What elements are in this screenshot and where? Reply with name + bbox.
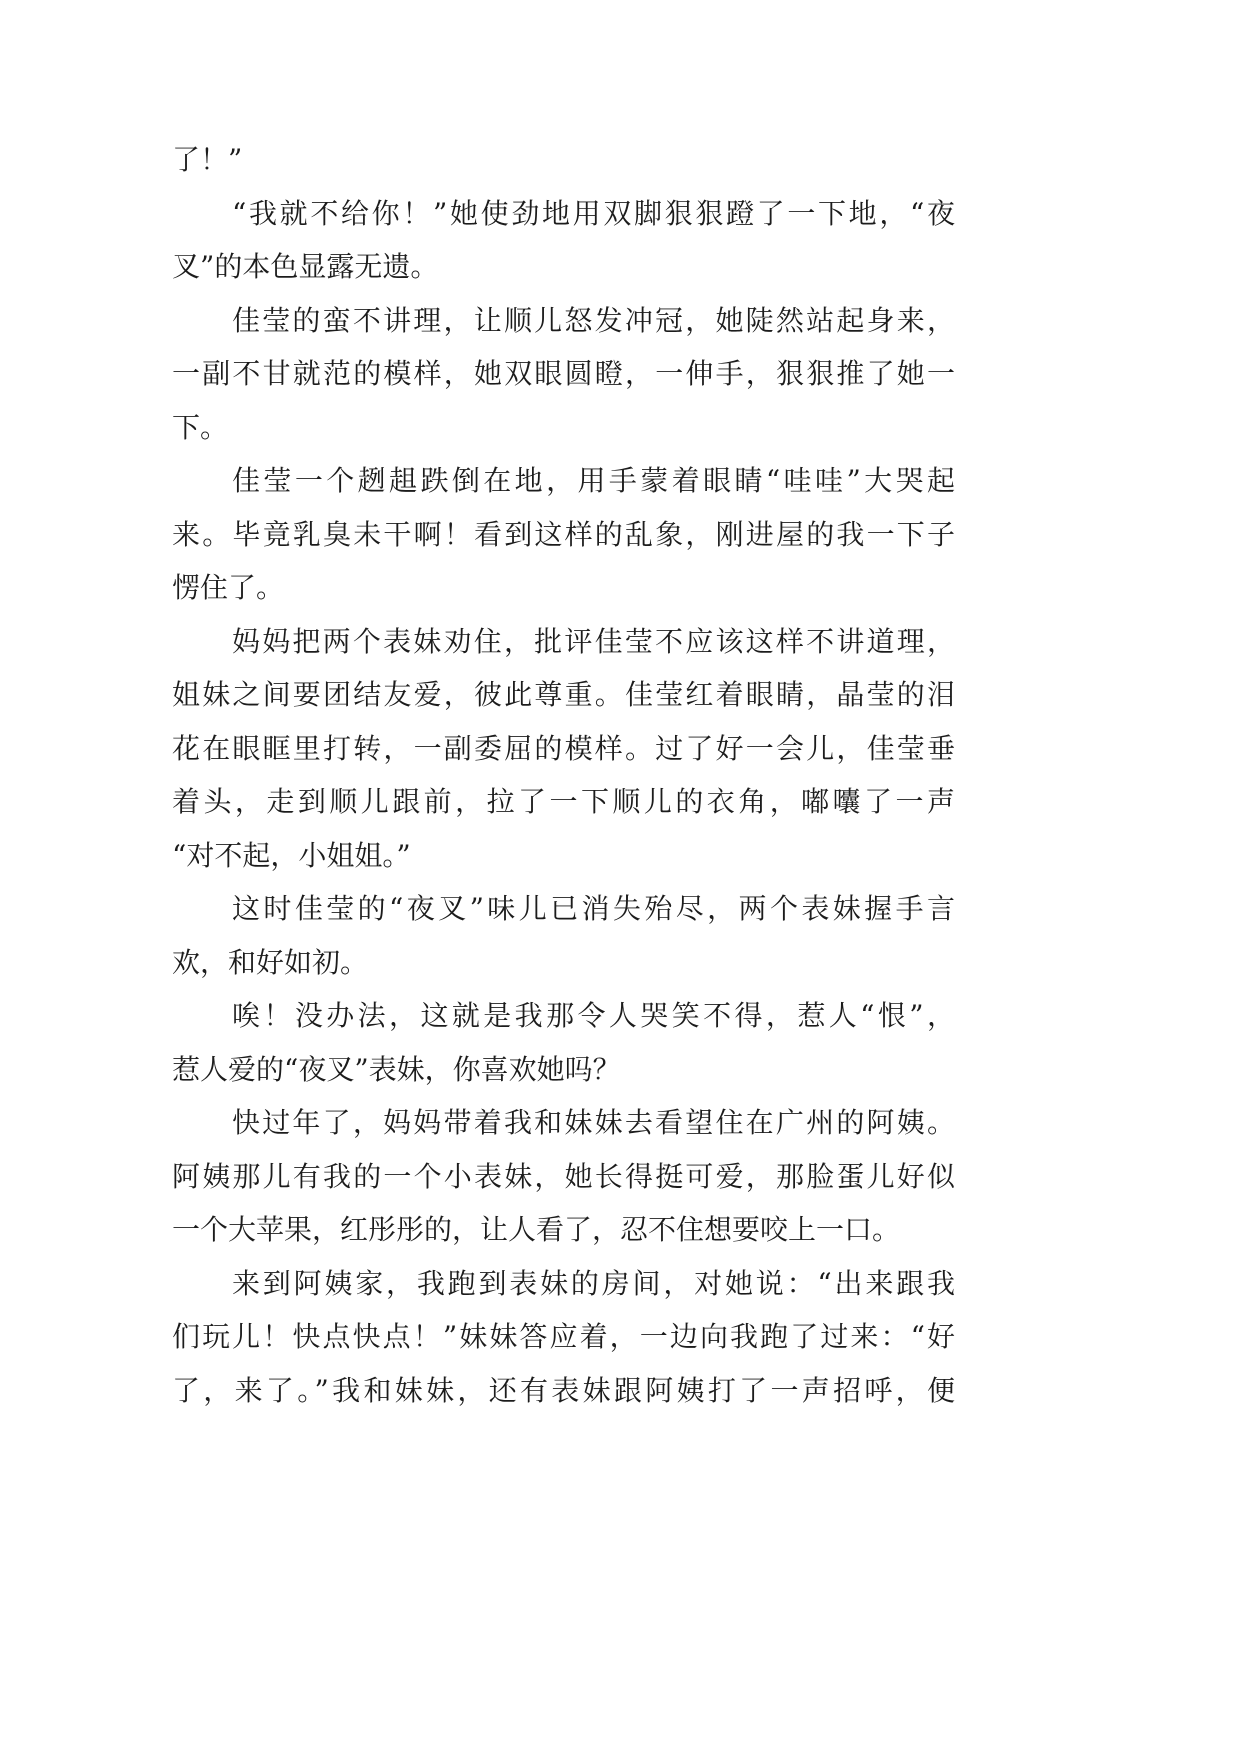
text-line: 了！” (172, 143, 243, 176)
text-line: 了，来了。”我和妹妹，还有表妹跟阿姨打了一声招呼，便 (172, 1373, 955, 1407)
paragraph (172, 882, 955, 989)
paragraph (172, 454, 955, 615)
paragraph-continues (172, 1257, 955, 1418)
text-line: 来到阿姨家，我跑到表妹的房间，对她说：“出来跟我 (232, 1266, 955, 1300)
text-line: 快过年了，妈妈带着我和妹妹去看望住在广州的阿姨。 (232, 1106, 955, 1139)
text-line: 愣住了。 (172, 571, 285, 604)
paragraph (172, 989, 955, 1096)
text-line: 下。 (172, 410, 229, 444)
text-line: 惹人爱的“夜叉”表妹，你喜欢她吗？ (172, 1052, 621, 1086)
paragraph (172, 615, 955, 883)
text-line: 姐妹之间要团结友爱，彼此尊重。佳莹红着眼睛，晶莹的泪 (172, 678, 955, 711)
text-line: 一副不甘就范的模样，她双眼圆瞪，一伸手，狠狠推了她一 (172, 357, 955, 390)
text-line: 唉！没办法，这就是我那令人哭笑不得，惹人“恨”， (232, 999, 955, 1032)
text-line: 佳莹的蛮不讲理，让顺儿怒发冲冠，她陡然站起身来， (232, 303, 955, 337)
text-line: 妈妈把两个表妹劝住，批评佳莹不应该这样不讲道理， (232, 624, 955, 658)
text-line: 佳莹一个趔趄跌倒在地，用手蒙着眼睛“哇哇”大哭起 (232, 464, 955, 497)
text-line: “对不起，小姐姐。” (172, 838, 411, 872)
text-line: 阿姨那儿有我的一个小表妹，她长得挺可爱，那脸蛋儿好似 (172, 1159, 955, 1193)
paragraph (172, 1096, 955, 1257)
text-line: 花在眼眶里打转，一副委屈的模样。过了好一会儿，佳莹垂 (172, 731, 955, 765)
body-text (172, 133, 955, 1417)
text-line: 欢，和好如初。 (172, 945, 369, 979)
paragraph (172, 187, 955, 294)
paragraph (172, 294, 955, 455)
paragraph-continued (172, 133, 955, 187)
text-line: 们玩儿！快点快点！”妹妹答应着，一边向我跑了过来：“好 (172, 1320, 955, 1353)
text-line: 叉”的本色显露无遗。 (172, 250, 439, 283)
text-line: 着头，走到顺儿跟前，拉了一下顺儿的衣角，嘟囔了一声 (172, 785, 955, 818)
text-line: 来。毕竟乳臭未干啊！看到这样的乱象，刚进屋的我一下子 (172, 517, 955, 551)
text-line: 这时佳莹的“夜叉”味儿已消失殆尽，两个表妹握手言 (232, 892, 955, 925)
text-line: 一个大苹果，红彤彤的，让人看了，忍不住想要咬上一口。 (172, 1213, 901, 1246)
text-line: “我就不给你！”她使劲地用双脚狠狠蹬了一下地，“夜 (232, 196, 955, 230)
